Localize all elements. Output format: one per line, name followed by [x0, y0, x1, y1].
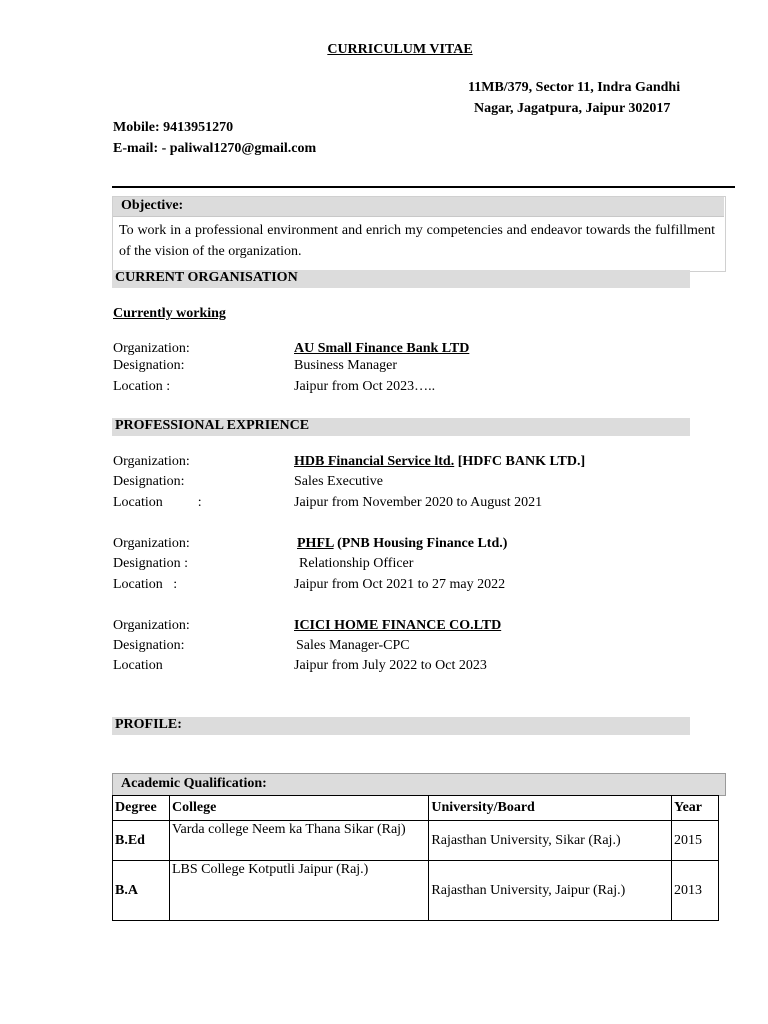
- org-label: Organization:: [113, 341, 190, 356]
- org-value: [297, 536, 507, 552]
- location-label: Location :: [113, 495, 202, 510]
- table-row: [113, 821, 719, 861]
- experience-section: [112, 418, 690, 436]
- designation-label: Designation:: [113, 358, 185, 373]
- objective-text: To work in a professional environment and enrich my competencies and endeavor towards the fulfillment of the vision of the organization.: [119, 223, 715, 259]
- column-header-university: University/Board: [429, 796, 672, 821]
- profile-heading: PROFILE:: [115, 717, 182, 732]
- current-org-section: [112, 270, 690, 288]
- org-label: Organization:: [113, 536, 190, 551]
- objective-header: [113, 197, 724, 217]
- cell-year: 2015: [672, 821, 719, 861]
- location-label: Location :: [113, 379, 171, 394]
- org-label: Organization:: [113, 454, 190, 469]
- current-loc-row: [113, 379, 733, 399]
- objective-heading: Objective:: [121, 198, 184, 213]
- location-label: Location: [113, 658, 163, 673]
- table-header-row: [113, 796, 719, 821]
- job-loc-row: [113, 658, 733, 678]
- location-value: Jaipur from Oct 2023…..: [294, 379, 436, 394]
- org-value: AU Small Finance Bank LTD: [294, 341, 470, 356]
- cell-year: 2013: [672, 861, 719, 921]
- job-desig-row: [113, 556, 733, 576]
- cell-university: Rajasthan University, Sikar (Raj.): [429, 821, 672, 861]
- location-value: Jaipur from November 2020 to August 2021: [294, 495, 543, 510]
- designation-value: Sales Manager-CPC: [296, 638, 410, 653]
- job-desig-row: [113, 474, 733, 494]
- mobile-value: : 9413951270: [155, 120, 234, 135]
- current-desig-row: [113, 358, 733, 378]
- currently-working-heading: Currently working: [113, 306, 226, 321]
- experience-heading: PROFESSIONAL EXPRIENCE: [115, 418, 310, 433]
- org-extra: (PNB Housing Finance Ltd.): [333, 536, 508, 551]
- location-value: Jaipur from July 2022 to Oct 2023: [294, 658, 487, 673]
- cell-university: Rajasthan University, Jaipur (Raj.): [429, 861, 672, 921]
- address-block: [468, 77, 680, 119]
- column-header-degree: Degree: [113, 796, 170, 821]
- address-line-2: Nagar, Jagatpura, Jaipur 302017: [474, 101, 671, 116]
- contact-block: [113, 117, 316, 159]
- mobile-line: [113, 117, 316, 138]
- profile-section: [112, 717, 690, 735]
- academic-header: [112, 773, 726, 796]
- designation-label: Designation:: [113, 638, 185, 653]
- designation-value: Sales Executive: [294, 474, 384, 489]
- org-label: Organization:: [113, 618, 190, 633]
- cell-degree: B.Ed: [113, 821, 170, 861]
- table-row: [113, 861, 719, 921]
- cell-degree: B.A: [113, 861, 170, 921]
- email-line: E-mail: - paliwal1270@gmail.com: [113, 141, 317, 156]
- document-title: CURRICULUM VITAE: [327, 42, 473, 57]
- mobile-label: Mobile: [113, 120, 155, 135]
- job-org-row: [113, 454, 733, 474]
- designation-label: Designation:: [113, 474, 185, 489]
- academic-table: [112, 795, 719, 921]
- org-name: ICICI HOME FINANCE CO.LTD: [294, 618, 502, 633]
- job-loc-row: [113, 495, 733, 515]
- designation-value: Business Manager: [294, 358, 398, 373]
- org-value: [294, 454, 585, 470]
- location-value: Jaipur from Oct 2021 to 27 may 2022: [294, 577, 506, 592]
- cell-college: LBS College Kotputli Jaipur (Raj.): [169, 861, 428, 921]
- location-label: Location :: [113, 577, 178, 592]
- column-header-college: College: [169, 796, 428, 821]
- job-desig-row: [113, 638, 733, 658]
- job-org-row: [113, 618, 733, 638]
- designation-value: Relationship Officer: [299, 556, 414, 571]
- address-line-1: 11MB/379, Sector 11, Indra Gandhi: [468, 80, 681, 95]
- org-extra: [HDFC BANK LTD.]: [454, 454, 586, 469]
- column-header-year: Year: [672, 796, 719, 821]
- academic-heading: Academic Qualification:: [121, 776, 267, 791]
- org-name: PHFL: [297, 536, 334, 551]
- current-org-heading: CURRENT ORGANISATION: [115, 270, 298, 285]
- job-org-row: [113, 536, 733, 556]
- job-loc-row: [113, 577, 733, 597]
- org-value: [294, 618, 501, 634]
- org-name: HDB Financial Service ltd.: [294, 454, 455, 469]
- designation-label: Designation :: [113, 556, 189, 571]
- header-divider: [112, 186, 735, 188]
- cell-college: Varda college Neem ka Thana Sikar (Raj): [169, 821, 428, 861]
